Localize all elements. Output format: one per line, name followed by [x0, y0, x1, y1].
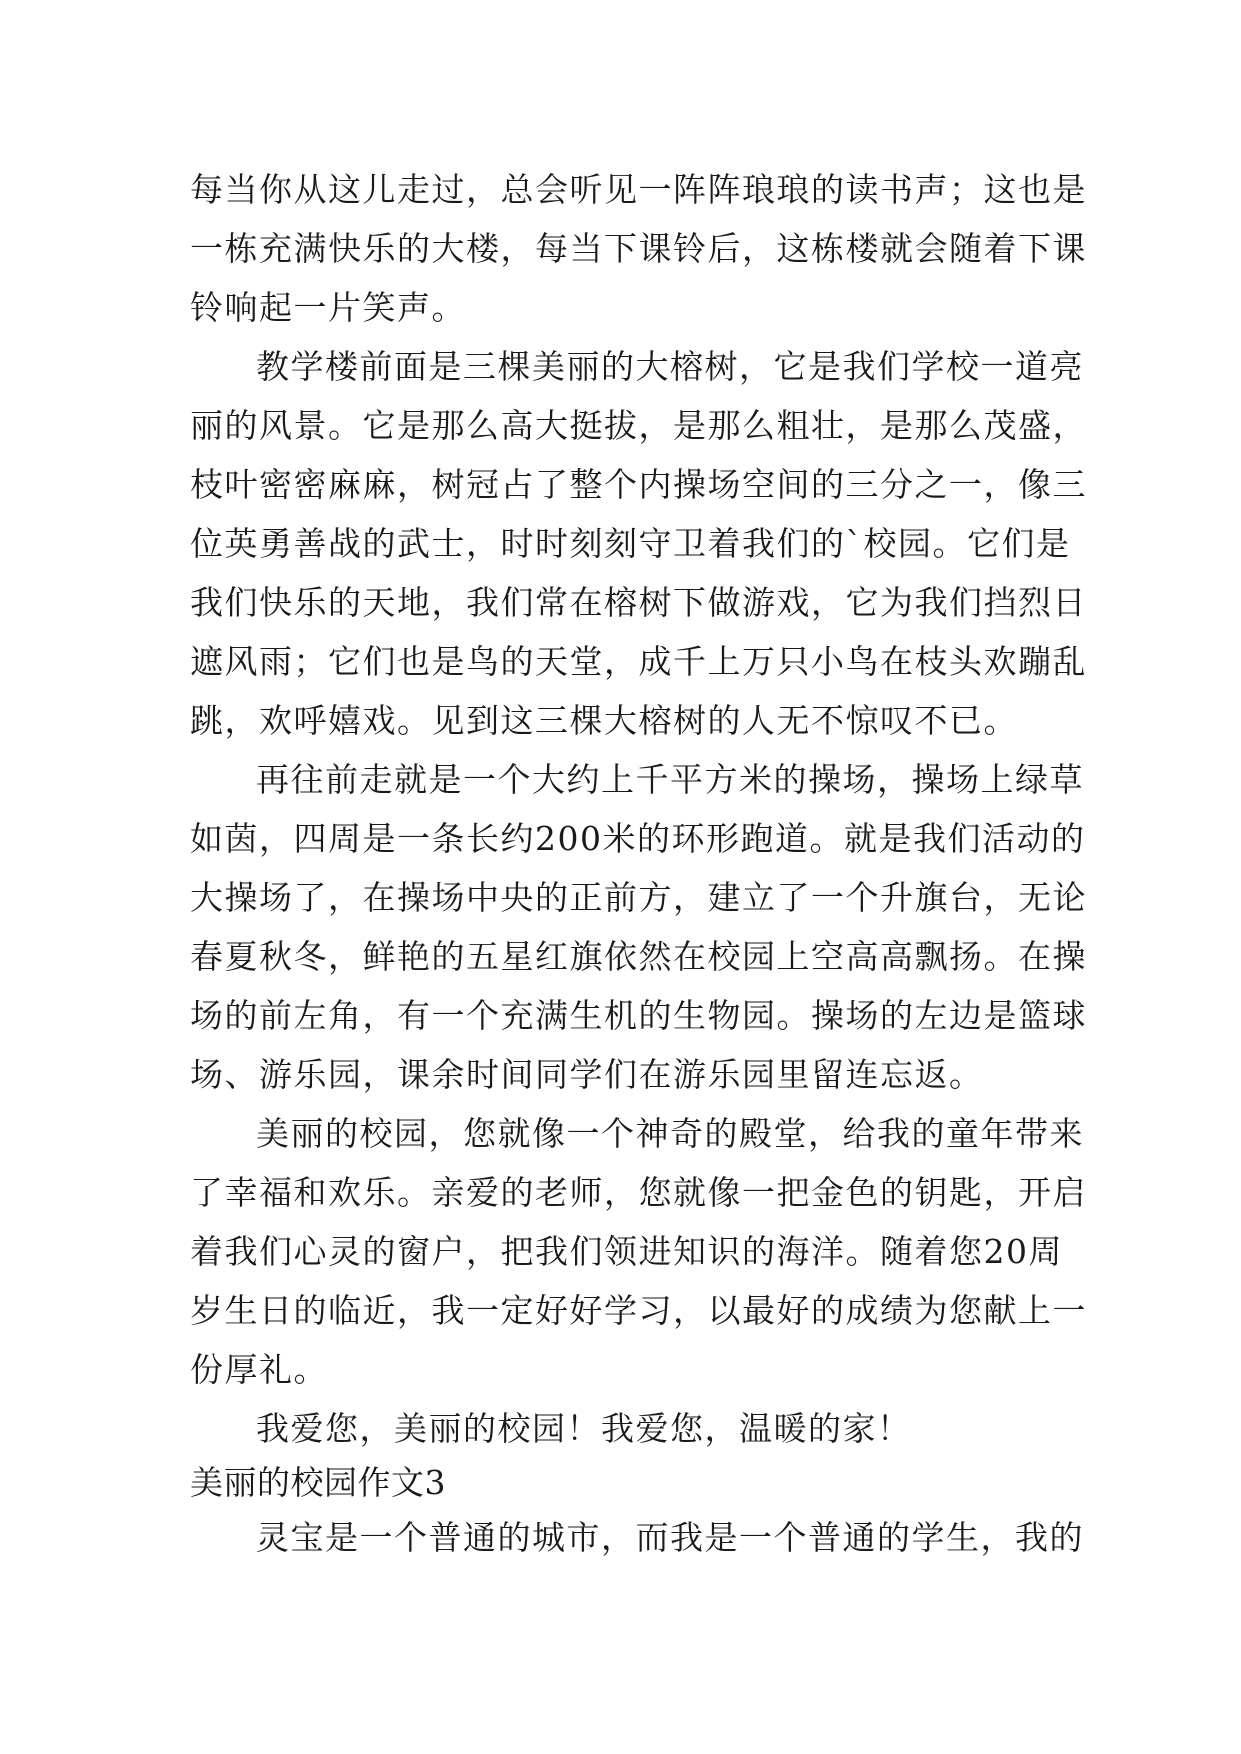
text-line: 场的前左角，有一个充满生机的生物园。操场的左边是篮球	[190, 996, 1087, 1035]
text-line: 春夏秋冬，鲜艳的五星红旗依然在校园上空高高飘扬。在操	[190, 937, 1087, 976]
text-line: 位英勇善战的武士，时时刻刻守卫着我们的`校园。它们是	[190, 524, 1071, 563]
text-line: 如茵，四周是一条长约200米的环形跑道。就是我们活动的	[190, 819, 1086, 858]
section-heading: 美丽的校园作文3	[190, 1463, 446, 1502]
text-line: 岁生日的临近，我一定好好学习，以最好的成绩为您献上一	[190, 1291, 1087, 1330]
text-line: 着我们心灵的窗户，把我们领进知识的海洋。随着您20周	[190, 1232, 1063, 1271]
paragraph-first-line: 再往前走就是一个大约上千平方米的操场，操场上绿草	[256, 760, 1084, 799]
text-line: 枝叶密密麻麻，树冠占了整个内操场空间的三分之一，像三	[190, 465, 1087, 504]
text-line: 跳，欢呼嬉戏。见到这三棵大榕树的人无不惊叹不已。	[190, 701, 1018, 740]
paragraph-first-line: 美丽的校园，您就像一个神奇的殿堂，给我的童年带来	[256, 1114, 1084, 1153]
text-line: 场、游乐园，课余时间同学们在游乐园里留连忘返。	[190, 1055, 984, 1094]
text-line: 每当你从这儿走过，总会听见一阵阵琅琅的读书声；这也是	[190, 170, 1087, 209]
paragraph-first-line: 灵宝是一个普通的城市，而我是一个普通的学生，我的	[256, 1518, 1084, 1557]
text-line: 我们快乐的天地，我们常在榕树下做游戏，它为我们挡烈日	[190, 583, 1087, 622]
text-line: 遮风雨；它们也是鸟的天堂，成千上万只小鸟在枝头欢蹦乱	[190, 642, 1087, 681]
text-line: 丽的风景。它是那么高大挺拔，是那么粗壮，是那么茂盛，	[190, 406, 1087, 445]
text-line: 大操场了，在操场中央的正前方，建立了一个升旗台，无论	[190, 878, 1087, 917]
text-line: 份厚礼。	[190, 1350, 328, 1389]
text-line: 铃响起一片笑声。	[190, 288, 466, 327]
paragraph-first-line: 我爱您，美丽的校园！我爱您，温暖的家！	[256, 1409, 912, 1448]
text-line: 了幸福和欢乐。亲爱的老师，您就像一把金色的钥匙，开启	[190, 1173, 1087, 1212]
document-body	[190, 160, 1087, 1567]
text-line: 一栋充满快乐的大楼，每当下课铃后，这栋楼就会随着下课	[190, 229, 1087, 268]
paragraph-first-line: 教学楼前面是三棵美丽的大榕树，它是我们学校一道亮	[256, 347, 1084, 386]
